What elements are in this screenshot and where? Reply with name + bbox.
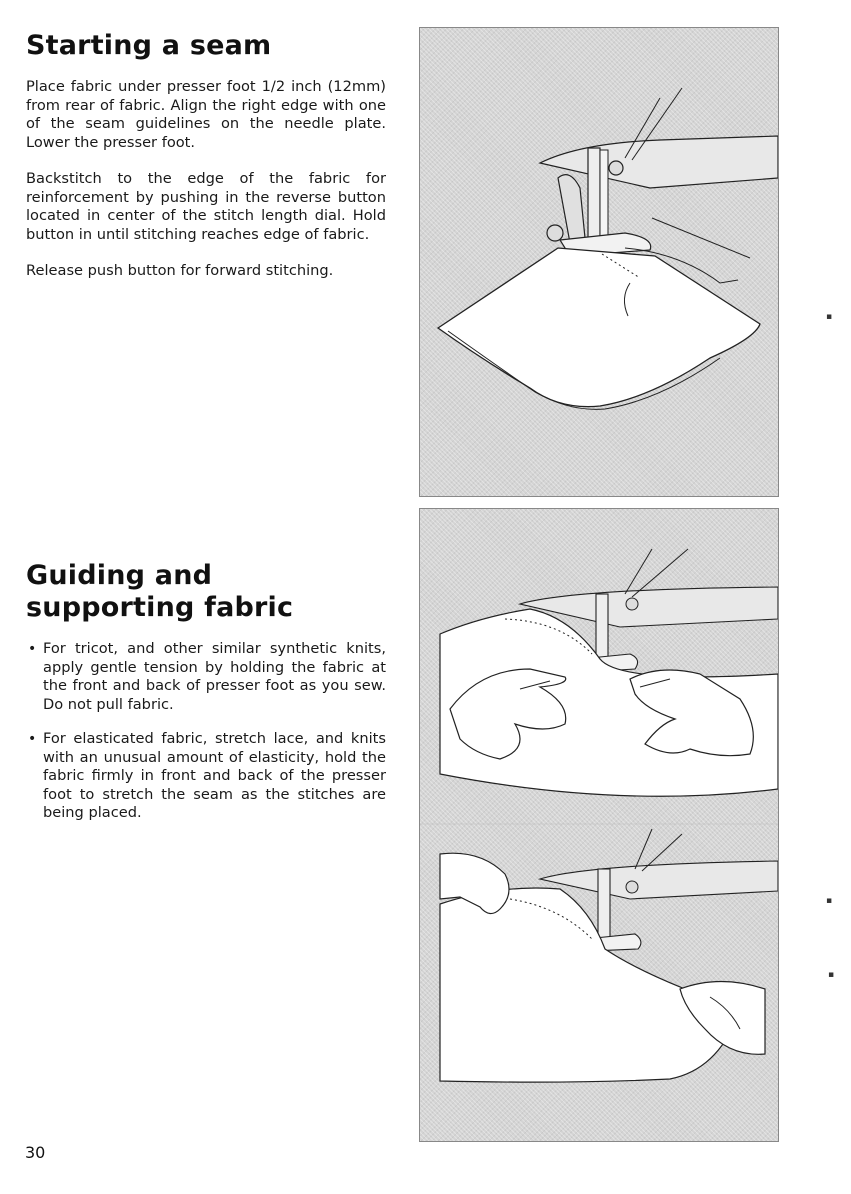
paragraph-backstitch: Backstitch to the edge of the fabric for reinforcement by pushing in the reverse button located in center of the stitch length dial. Hold button in until stitching reaches edge of fabric.: [26, 170, 386, 243]
section-starting-a-seam: [26, 30, 386, 279]
scan-speck: ▪: [826, 312, 833, 322]
bullet-dot-icon: •: [28, 731, 37, 747]
heading-line-2: supporting fabric: [26, 592, 294, 623]
bullet-item-elasticated: [26, 730, 386, 823]
paragraph-place-fabric: Place fabric under presser foot 1/2 inch (12mm) from rear of fabric. Align the right edge with one of the seam guidelines on the needle plate. Lower the presser foot.: [26, 78, 386, 151]
page-number: 30: [25, 1143, 46, 1162]
heading-starting-a-seam: Starting a seam: [26, 30, 272, 61]
bullet-list: [26, 640, 386, 839]
heading-guiding-fabric: [26, 560, 386, 624]
bullet-text-tricot: For tricot, and other similar synthetic knits, apply gentle tension by holding the fabric at the front and back of presser foot as you sew. Do not pull fabric.: [43, 640, 386, 713]
bullet-dot-icon: •: [28, 641, 37, 657]
hands-guiding-fabric-illustration: [420, 509, 778, 1141]
scan-speck: ▪: [828, 970, 835, 980]
bullet-text-elasticated: For elasticated fabric, stretch lace, and knits with an unusual amount of elasticity, hold the fabric firmly in front and back of the presser foot to stretch the seam as the stitches are being placed.: [43, 730, 386, 821]
section-guiding-fabric: [26, 560, 386, 821]
illustration-starting-seam: [419, 27, 779, 497]
bullet-item-tricot: [26, 640, 386, 714]
illustration-guiding-fabric: [419, 508, 779, 1142]
sewing-machine-foot-illustration: [420, 28, 778, 496]
paragraph-release-button: Release push button for forward stitching.: [26, 262, 334, 279]
heading-line-1: Guiding and: [26, 560, 213, 591]
scan-speck: ▪: [826, 896, 833, 906]
